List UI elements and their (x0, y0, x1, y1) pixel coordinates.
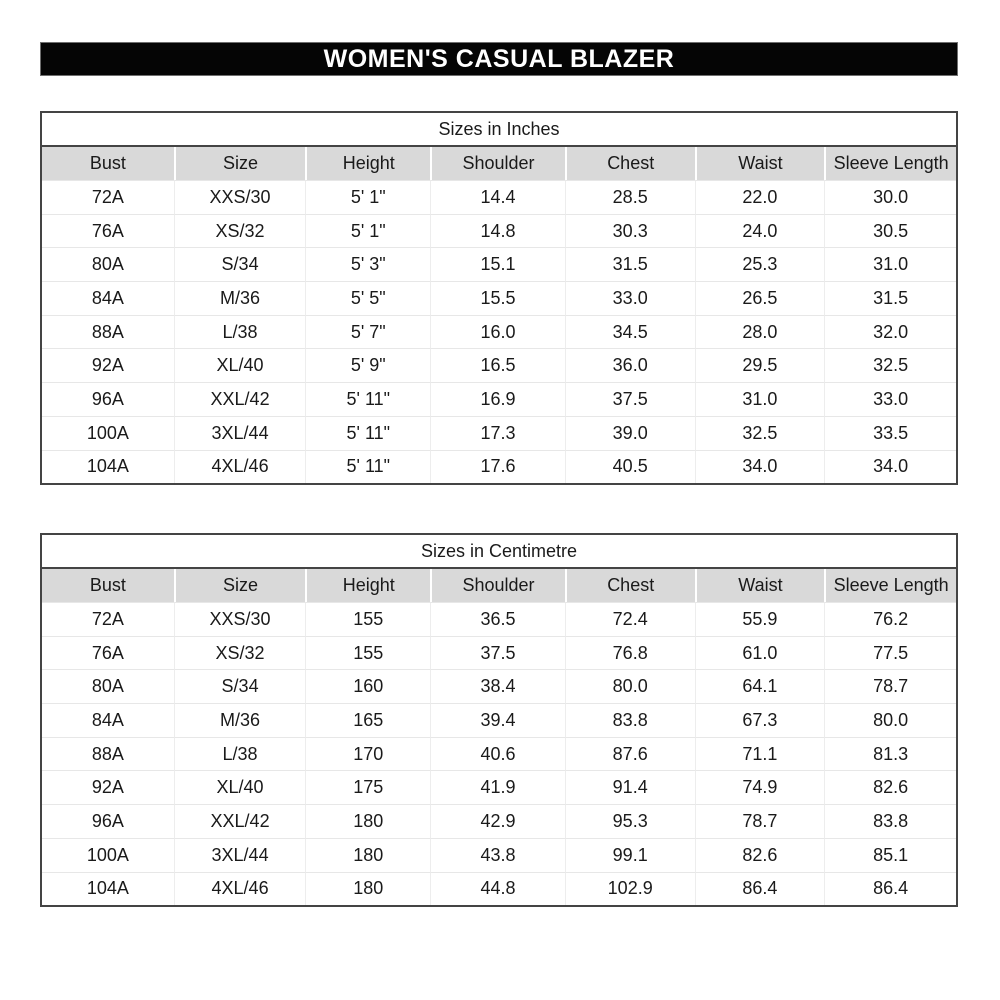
cell: 5' 9" (305, 348, 430, 382)
cell: 180 (305, 804, 430, 838)
cell: 84A (42, 281, 174, 315)
cell: 80.0 (565, 669, 695, 703)
cell: 72A (42, 602, 174, 636)
table-row (42, 348, 956, 382)
table-row (42, 416, 956, 450)
cell: 5' 1" (305, 214, 430, 248)
table-row (42, 602, 956, 636)
cell: 5' 11" (305, 416, 430, 450)
column-header: Size (174, 147, 306, 180)
cell: XXL/42 (174, 804, 306, 838)
table-body (42, 602, 956, 905)
table-title: Sizes in Inches (438, 118, 560, 139)
cell: 165 (305, 703, 430, 737)
cell: 104A (42, 872, 174, 906)
product-title-banner (40, 42, 958, 76)
cell: 39.0 (565, 416, 695, 450)
cell: 3XL/44 (174, 416, 306, 450)
cell: 15.5 (430, 281, 565, 315)
cell: 80A (42, 247, 174, 281)
cell: 92A (42, 770, 174, 804)
cell: 78.7 (824, 669, 956, 703)
cell: 26.5 (695, 281, 825, 315)
cell: 25.3 (695, 247, 825, 281)
cell: 30.0 (824, 180, 956, 214)
cell: 83.8 (824, 804, 956, 838)
cell: XXS/30 (174, 180, 306, 214)
sizes-in-inches-table (40, 111, 958, 485)
cell: 55.9 (695, 602, 825, 636)
cell: L/38 (174, 737, 306, 771)
table-row (42, 214, 956, 248)
table-row (42, 703, 956, 737)
product-title: WOMEN'S CASUAL BLAZER (323, 44, 675, 73)
cell: 80A (42, 669, 174, 703)
cell: 5' 3" (305, 247, 430, 281)
cell: 102.9 (565, 872, 695, 906)
cell: M/36 (174, 703, 306, 737)
cell: 4XL/46 (174, 872, 306, 906)
cell: 155 (305, 602, 430, 636)
cell: L/38 (174, 315, 306, 349)
cell: 24.0 (695, 214, 825, 248)
table-row (42, 872, 956, 906)
table-title-row (42, 535, 956, 569)
cell: 61.0 (695, 636, 825, 670)
cell: 100A (42, 416, 174, 450)
cell: 84A (42, 703, 174, 737)
cell: 67.3 (695, 703, 825, 737)
cell: 4XL/46 (174, 450, 306, 484)
table-row (42, 180, 956, 214)
cell: 91.4 (565, 770, 695, 804)
cell: XS/32 (174, 214, 306, 248)
table-row (42, 770, 956, 804)
cell: 40.5 (565, 450, 695, 484)
cell: 72A (42, 180, 174, 214)
column-header: Height (305, 147, 430, 180)
cell: 17.3 (430, 416, 565, 450)
cell: 28.5 (565, 180, 695, 214)
cell: 14.4 (430, 180, 565, 214)
cell: 88A (42, 737, 174, 771)
column-header: Chest (565, 569, 695, 602)
cell: 81.3 (824, 737, 956, 771)
cell: 34.0 (824, 450, 956, 484)
cell: 72.4 (565, 602, 695, 636)
cell: S/34 (174, 669, 306, 703)
cell: 170 (305, 737, 430, 771)
column-header: Bust (42, 147, 174, 180)
cell: 77.5 (824, 636, 956, 670)
cell: 76.8 (565, 636, 695, 670)
column-header: Shoulder (430, 147, 565, 180)
table-row (42, 382, 956, 416)
table-row (42, 838, 956, 872)
cell: 28.0 (695, 315, 825, 349)
column-header: Bust (42, 569, 174, 602)
cell: 83.8 (565, 703, 695, 737)
cell: 16.0 (430, 315, 565, 349)
cell: 96A (42, 382, 174, 416)
table-title-row (42, 113, 956, 147)
column-header: Waist (695, 147, 825, 180)
cell: 5' 7" (305, 315, 430, 349)
cell: 39.4 (430, 703, 565, 737)
cell: XXS/30 (174, 602, 306, 636)
sizes-in-centimetre-table (40, 533, 958, 907)
cell: XL/40 (174, 770, 306, 804)
cell: 87.6 (565, 737, 695, 771)
cell: 180 (305, 838, 430, 872)
cell: M/36 (174, 281, 306, 315)
column-header: Size (174, 569, 306, 602)
cell: 104A (42, 450, 174, 484)
cell: 44.8 (430, 872, 565, 906)
cell: 31.5 (565, 247, 695, 281)
column-header: Height (305, 569, 430, 602)
cell: 82.6 (824, 770, 956, 804)
cell: S/34 (174, 247, 306, 281)
cell: XS/32 (174, 636, 306, 670)
cell: 37.5 (565, 382, 695, 416)
cell: 5' 11" (305, 382, 430, 416)
table-row (42, 737, 956, 771)
table-row (42, 804, 956, 838)
cell: 38.4 (430, 669, 565, 703)
cell: 88A (42, 315, 174, 349)
cell: 96A (42, 804, 174, 838)
column-header: Shoulder (430, 569, 565, 602)
cell: 33.5 (824, 416, 956, 450)
column-header: Sleeve Length (824, 147, 956, 180)
cell: 5' 1" (305, 180, 430, 214)
table-row (42, 315, 956, 349)
column-header: Chest (565, 147, 695, 180)
cell: 37.5 (430, 636, 565, 670)
cell: 74.9 (695, 770, 825, 804)
cell: 22.0 (695, 180, 825, 214)
cell: 31.0 (824, 247, 956, 281)
column-header: Sleeve Length (824, 569, 956, 602)
cell: 155 (305, 636, 430, 670)
column-header-row (42, 569, 956, 602)
cell: 15.1 (430, 247, 565, 281)
cell: 33.0 (824, 382, 956, 416)
table-row (42, 669, 956, 703)
cell: 160 (305, 669, 430, 703)
cell: 31.5 (824, 281, 956, 315)
cell: 92A (42, 348, 174, 382)
column-header: Waist (695, 569, 825, 602)
cell: 29.5 (695, 348, 825, 382)
cell: 78.7 (695, 804, 825, 838)
cell: 76A (42, 214, 174, 248)
table-row (42, 281, 956, 315)
cell: 32.5 (695, 416, 825, 450)
column-header-row (42, 147, 956, 180)
cell: 5' 5" (305, 281, 430, 315)
table-row (42, 247, 956, 281)
cell: 41.9 (430, 770, 565, 804)
cell: 76.2 (824, 602, 956, 636)
cell: 99.1 (565, 838, 695, 872)
table-row (42, 450, 956, 484)
cell: 17.6 (430, 450, 565, 484)
cell: 82.6 (695, 838, 825, 872)
cell: XL/40 (174, 348, 306, 382)
cell: 34.0 (695, 450, 825, 484)
cell: 85.1 (824, 838, 956, 872)
cell: 34.5 (565, 315, 695, 349)
cell: 43.8 (430, 838, 565, 872)
cell: 71.1 (695, 737, 825, 771)
cell: 80.0 (824, 703, 956, 737)
cell: 64.1 (695, 669, 825, 703)
table-title: Sizes in Centimetre (420, 540, 578, 561)
cell: 36.0 (565, 348, 695, 382)
cell: 175 (305, 770, 430, 804)
cell: 3XL/44 (174, 838, 306, 872)
cell: 36.5 (430, 602, 565, 636)
cell: 180 (305, 872, 430, 906)
cell: 14.8 (430, 214, 565, 248)
cell: 95.3 (565, 804, 695, 838)
cell: 5' 11" (305, 450, 430, 484)
cell: 86.4 (824, 872, 956, 906)
table-body (42, 180, 956, 483)
cell: 30.5 (824, 214, 956, 248)
cell: 86.4 (695, 872, 825, 906)
cell: 32.5 (824, 348, 956, 382)
cell: 16.5 (430, 348, 565, 382)
cell: 16.9 (430, 382, 565, 416)
cell: 100A (42, 838, 174, 872)
cell: 33.0 (565, 281, 695, 315)
cell: XXL/42 (174, 382, 306, 416)
cell: 30.3 (565, 214, 695, 248)
cell: 31.0 (695, 382, 825, 416)
table-row (42, 636, 956, 670)
cell: 32.0 (824, 315, 956, 349)
cell: 40.6 (430, 737, 565, 771)
cell: 42.9 (430, 804, 565, 838)
cell: 76A (42, 636, 174, 670)
